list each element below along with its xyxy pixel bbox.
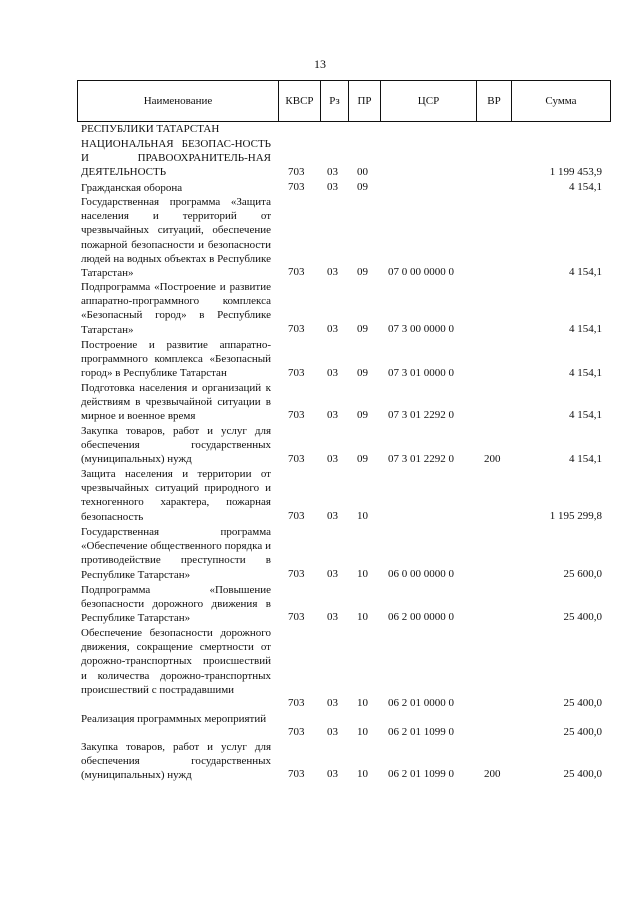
row-csr: 07 3 01 0000 0 <box>388 367 454 379</box>
row-kvsr: 703 <box>288 266 305 278</box>
row-kvsr: 703 <box>288 323 305 335</box>
row-kvsr: 703 <box>288 181 305 193</box>
row-rz: 03 <box>327 181 338 193</box>
row-name: Подпрограмма «Построение и развитие аппаратно-программного комплекса «Безопасный город» в Республике Татарстан» <box>81 281 271 336</box>
row-csr: 06 2 01 1099 0 <box>388 768 454 780</box>
row-sum: 4 154,1 <box>569 409 602 421</box>
row-csr: 06 0 00 0000 0 <box>388 568 454 580</box>
row-csr: 07 3 00 0000 0 <box>388 323 454 335</box>
row-name: НАЦИОНАЛЬНАЯ БЕЗОПАС-НОСТЬ И ПРАВООХРАНИТЕЛЬ-НАЯ ДЕЯТЕЛЬНОСТЬ <box>81 138 271 179</box>
row-pr: 10 <box>357 510 368 522</box>
row-pr: 09 <box>357 181 368 193</box>
row-name: Закупка товаров, работ и услуг для обеспечения государственных (муниципальных) нужд <box>81 741 271 782</box>
row-kvsr: 703 <box>288 453 305 465</box>
continuation-text: РЕСПУБЛИКИ ТАТАРСТАН <box>81 123 220 135</box>
row-rz: 03 <box>327 367 338 379</box>
row-pr: 09 <box>357 367 368 379</box>
header-rz: Рз <box>321 81 349 121</box>
row-name: Подпрограмма «Повышение безопасности дорожного движения в Республике Татарстан» <box>81 584 271 625</box>
row-rz: 03 <box>327 611 338 623</box>
row-pr: 10 <box>357 768 368 780</box>
header-pr: ПР <box>349 81 381 121</box>
row-csr: 06 2 00 0000 0 <box>388 611 454 623</box>
row-sum: 4 154,1 <box>569 181 602 193</box>
row-name: Построение и развитие аппаратно-программного комплекса «Безопасный город» в Республике Татарстан <box>81 339 271 380</box>
header-name: Наименование <box>78 81 279 121</box>
row-pr: 10 <box>357 568 368 580</box>
row-vr: 200 <box>484 768 501 780</box>
row-kvsr: 703 <box>288 768 305 780</box>
row-rz: 03 <box>327 726 338 738</box>
row-sum: 25 400,0 <box>563 768 602 780</box>
row-csr: 07 0 00 0000 0 <box>388 266 454 278</box>
header-vr: ВР <box>477 81 512 121</box>
header-csr: ЦСР <box>381 81 477 121</box>
row-pr: 09 <box>357 266 368 278</box>
row-rz: 03 <box>327 697 338 709</box>
row-name: Государственная программа «Защита населения и территорий от чрезвычайных ситуаций, обеспечение пожарной безопасности и безопасности людей на водных объектах в Республике Татарстан» <box>81 196 271 280</box>
row-pr: 09 <box>357 453 368 465</box>
row-rz: 03 <box>327 266 338 278</box>
row-pr: 09 <box>357 409 368 421</box>
row-kvsr: 703 <box>288 367 305 379</box>
row-rz: 03 <box>327 323 338 335</box>
row-rz: 03 <box>327 768 338 780</box>
row-kvsr: 703 <box>288 166 305 178</box>
row-kvsr: 703 <box>288 726 305 738</box>
row-rz: 03 <box>327 510 338 522</box>
row-name: Государственная программа «Обеспечение общественного порядка и противодействие преступности в Республике Татарстан» <box>81 526 271 581</box>
row-sum: 25 600,0 <box>563 568 602 580</box>
row-name: Защита населения и территории от чрезвычайных ситуаций природного и техногенного характера, пожарная безопасность <box>81 468 271 523</box>
row-sum: 4 154,1 <box>569 323 602 335</box>
row-pr: 10 <box>357 611 368 623</box>
row-rz: 03 <box>327 453 338 465</box>
row-name: Реализация программных мероприятий <box>81 713 267 725</box>
row-rz: 03 <box>327 568 338 580</box>
row-name: Подготовка населения и организаций к действиям в чрезвычайной ситуации в мирное и военное время <box>81 382 271 423</box>
row-name: Закупка товаров, работ и услуг для обеспечения государственных (муниципальных) нужд <box>81 425 271 466</box>
row-rz: 03 <box>327 409 338 421</box>
header-kvsr: КВСР <box>279 81 321 121</box>
row-pr: 09 <box>357 323 368 335</box>
table-header <box>77 80 611 122</box>
row-kvsr: 703 <box>288 611 305 623</box>
row-vr: 200 <box>484 453 501 465</box>
row-sum: 1 199 453,9 <box>549 166 602 178</box>
row-sum: 25 400,0 <box>563 611 602 623</box>
row-kvsr: 703 <box>288 510 305 522</box>
page-number: 13 <box>314 57 326 71</box>
row-sum: 1 195 299,8 <box>549 510 602 522</box>
row-csr: 06 2 01 0000 0 <box>388 697 454 709</box>
row-csr: 07 3 01 2292 0 <box>388 453 454 465</box>
row-csr: 07 3 01 2292 0 <box>388 409 454 421</box>
row-pr: 00 <box>357 166 368 178</box>
row-sum: 25 400,0 <box>563 697 602 709</box>
row-pr: 10 <box>357 726 368 738</box>
row-name: Гражданская оборона <box>81 182 183 194</box>
row-sum: 4 154,1 <box>569 367 602 379</box>
row-kvsr: 703 <box>288 568 305 580</box>
row-sum: 25 400,0 <box>563 726 602 738</box>
row-sum: 4 154,1 <box>569 266 602 278</box>
row-sum: 4 154,1 <box>569 453 602 465</box>
header-sum: Сумма <box>512 81 611 121</box>
row-kvsr: 703 <box>288 697 305 709</box>
row-kvsr: 703 <box>288 409 305 421</box>
row-csr: 06 2 01 1099 0 <box>388 726 454 738</box>
row-name: Обеспечение безопасности дорожного движения, сокращение смертности от дорожно-транспортных происшествий и количества дорожно-транспортных происшествий с пострадавшими <box>81 627 271 696</box>
row-rz: 03 <box>327 166 338 178</box>
row-pr: 10 <box>357 697 368 709</box>
